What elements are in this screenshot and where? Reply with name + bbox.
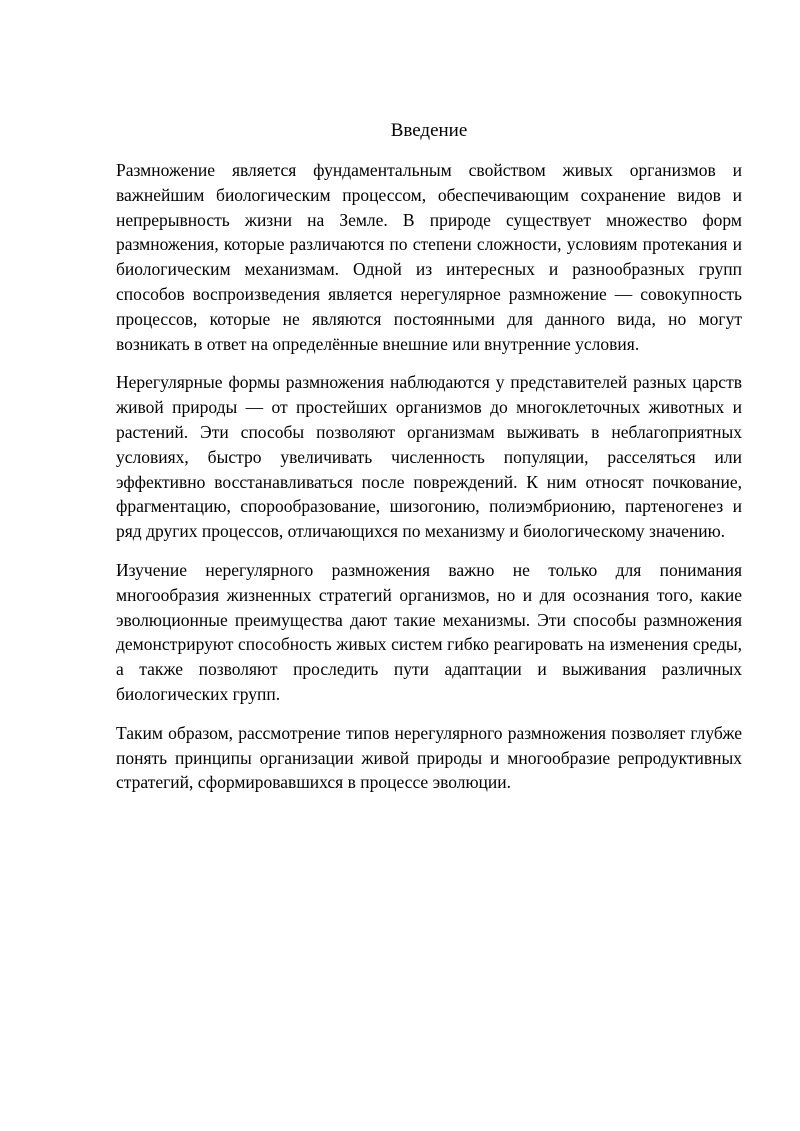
document-body	[116, 118, 742, 809]
paragraph-3: Изучение нерегулярного размножения важно не только для понимания многообразия жизненных стратегий организмов, но и для осознания того, какие эволюционные преимущества дают такие механизмы. Эти способы размножения демонстрируют способность живых систем гибко реагировать на изменения среды, а также позволяют проследить пути адаптации и выживания различных биологических групп.	[116, 559, 742, 704]
paragraph-1: Размножение является фундаментальным свойством живых организмов и важнейшим биологическим процессом, обеспечивающим сохранение видов и непрерывность жизни на Земле. В природе существует множество форм размножения, которые различаются по степени сложности, условиям протекания и биологическим механизмам. Одной из интересных и разнообразных групп способов воспроизведения является нерегулярное размножение — совокупность процессов, которые не являются постоянными для данного вида, но могут возникать в ответ на определённые внешние или внутренние условия.	[116, 160, 742, 354]
page-title: Введение	[390, 120, 468, 141]
paragraph-4: Таким образом, рассмотрение типов нерегулярного размножения позволяет глубже понять принципы организации живой природы и многообразие репродуктивных стратегий, сформировавшихся в процессе эволюции.	[116, 722, 742, 793]
paragraph-2: Нерегулярные формы размножения наблюдаются у представителей разных царств живой природы — от простейших организмов до многоклеточных животных и растений. Эти способы позволяют организмам выживать в неблагоприятных условиях, быстро увеличивать численность популяции, расселяться или эффективно восстанавливаться после повреждений. К ним относят почкование, фрагментацию, спорообразование, шизогонию, полиэмбрионию, партеногенез и ряд других процессов, отличающихся по механизму и биологическому значению.	[116, 372, 742, 542]
